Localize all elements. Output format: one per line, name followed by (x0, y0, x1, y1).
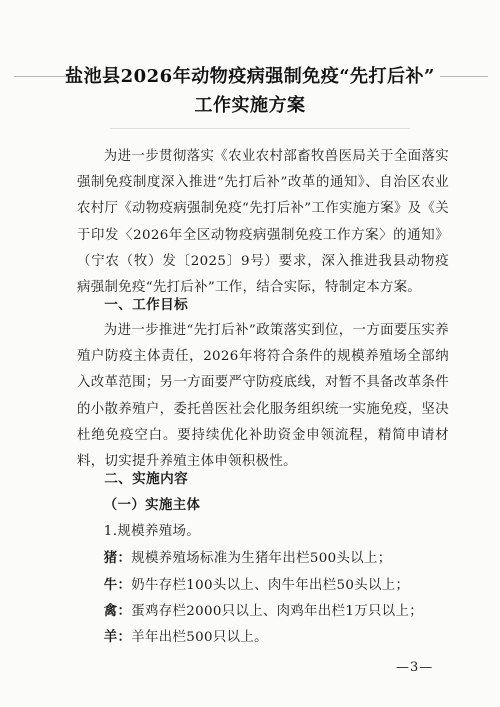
page-number: —3— (396, 660, 434, 675)
criteria-text: 羊年出栏500只以上。 (131, 630, 268, 645)
section2-heading: 二、实施内容 (104, 471, 189, 487)
criteria-item (77, 572, 457, 599)
subsection1-heading: （一）实施主体 (103, 497, 201, 513)
criteria-label: 猪： (103, 550, 132, 566)
criteria-text: 蛋鸡存栏2000只以上、肉鸡年出栏1万只以上； (131, 604, 423, 619)
criteria-text: 规模养殖场标准为生猪年出栏500头以上； (131, 551, 392, 566)
criteria-item (77, 598, 457, 625)
document-title-line1: 盐池县2026年动物疫病强制免疫“先打后补” (65, 66, 435, 87)
criteria-label: 羊： (103, 629, 132, 645)
item1-title: 1.规模养殖场。 (103, 524, 201, 539)
document-title-line2: 工作实施方案 (194, 95, 306, 116)
criteria-label: 禽： (103, 603, 132, 619)
criteria-item (77, 545, 457, 572)
section1-heading: 一、工作目标 (104, 297, 189, 313)
criteria-item (77, 624, 457, 651)
section1-paragraph: 为进一步推进“先打后补”政策落实到位，一方面要压实养殖户防疫主体责任，2026年将符合条件的规模养殖场全部纳入改革范围；另一方面要严守防疫底线，对暂不具备改革条件的小散养殖户，委托兽医社会化服务组织统一实施免疫，坚决杜绝免疫空白。要持续优化补助资金申领流程，精简申请材料，切实提升养殖主体申领积极性。 (77, 323, 449, 470)
criteria-text: 奶牛存栏100头以上、肉牛年出栏50头以上； (131, 578, 410, 593)
scan-artifact-line (110, 128, 410, 129)
intro-paragraph: 为进一步贯彻落实《农业农村部畜牧兽医局关于全面落实强制免疫制度深入推进“先打后补”改革的通知》、自治区农业农村厅《动物疫病强制免疫“先打后补”工作实施方案》及《关于印发〈2026年全区动物疫病强制免疫工作方案〉的通知》（宁农（牧）发〔2025〕9号）要求，深入推进我县动物疫病强制免疫“先打后补”工作，结合实际，特制定本方案。 (77, 149, 449, 296)
criteria-label: 牛： (103, 577, 132, 593)
